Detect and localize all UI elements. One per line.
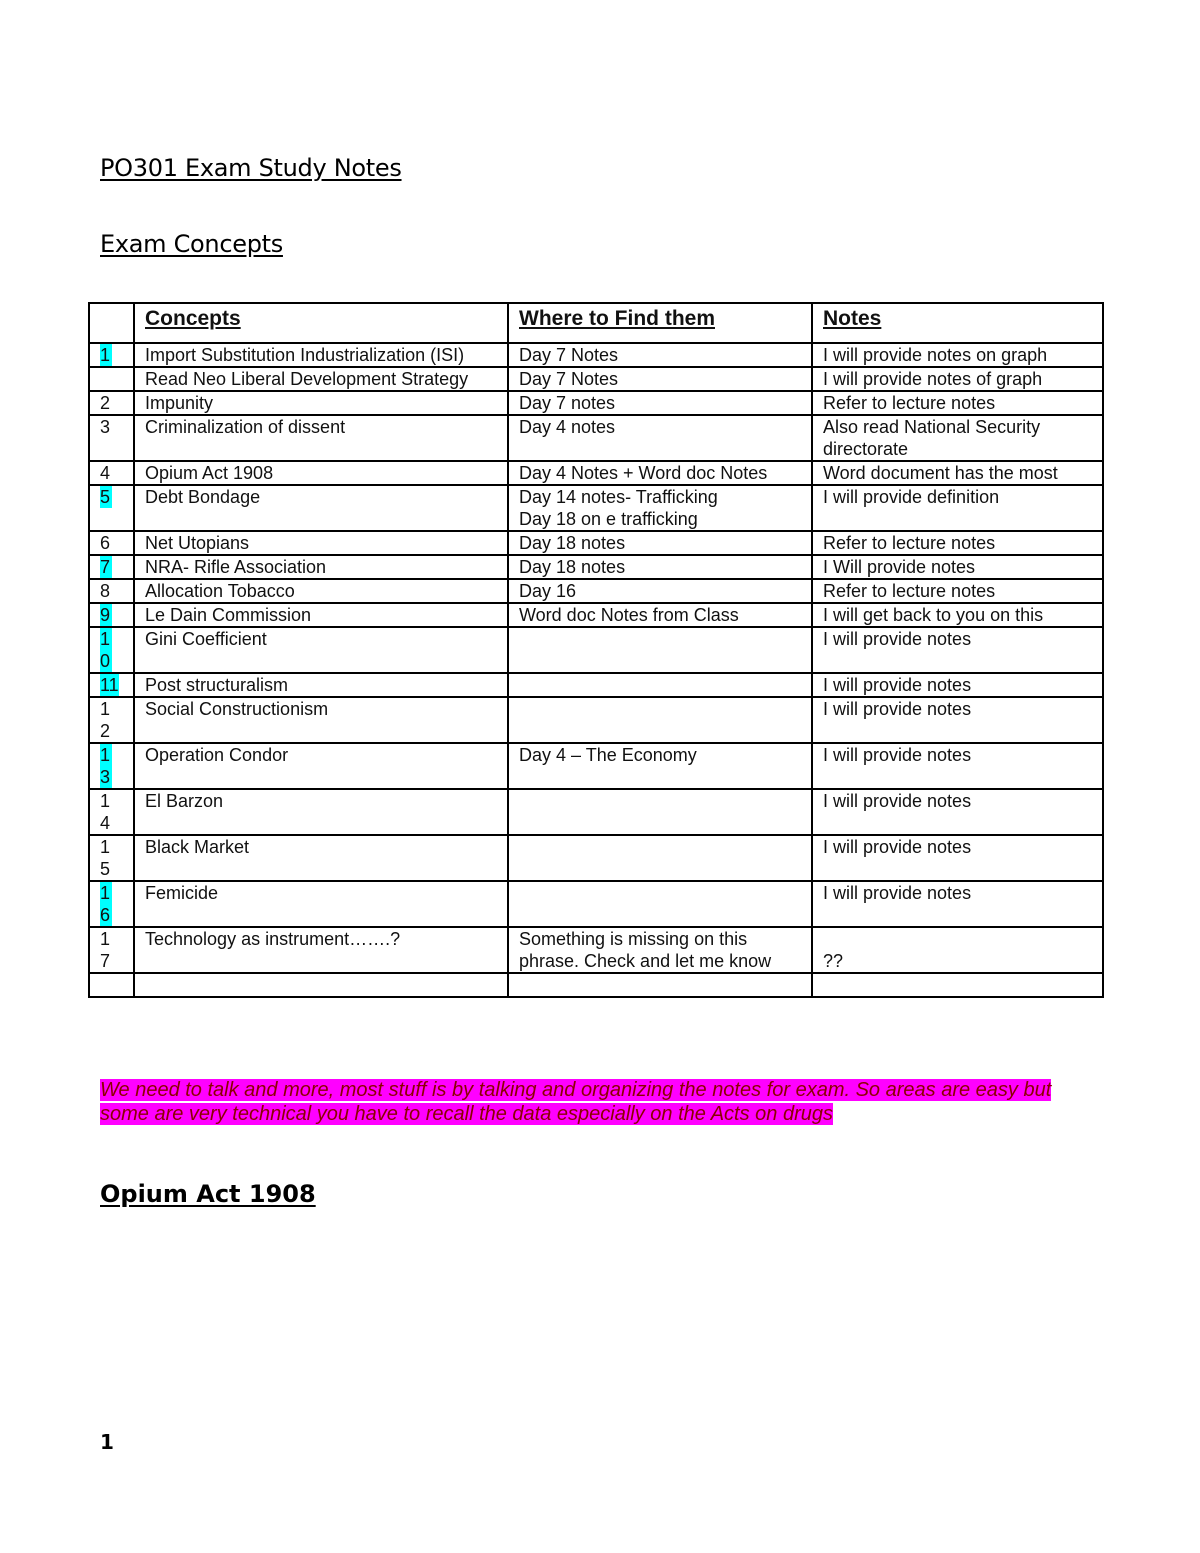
notes-cell: Refer to lecture notes bbox=[812, 391, 1103, 415]
table-row bbox=[89, 603, 1103, 627]
table-row bbox=[89, 485, 1103, 531]
row-number-text: 10 bbox=[100, 629, 111, 671]
row-number-text: 8 bbox=[100, 581, 111, 601]
concept-cell: Allocation Tobacco bbox=[134, 579, 508, 603]
row-number-text: 4 bbox=[100, 463, 111, 483]
table-row bbox=[89, 881, 1103, 927]
opium-act-heading: Opium Act 1908 bbox=[100, 1180, 316, 1208]
row-number bbox=[89, 927, 134, 973]
row-number-text: 5 bbox=[100, 487, 111, 507]
table-row bbox=[89, 579, 1103, 603]
row-number bbox=[89, 743, 134, 789]
row-number bbox=[89, 391, 134, 415]
row-number bbox=[89, 555, 134, 579]
notes-cell: I will provide notes bbox=[812, 697, 1103, 743]
table-row bbox=[89, 627, 1103, 673]
concept-cell: Black Market bbox=[134, 835, 508, 881]
row-number bbox=[89, 697, 134, 743]
where-cell: Day 4 Notes + Word doc Notes bbox=[508, 461, 812, 485]
header-concepts: Concepts bbox=[134, 303, 508, 343]
header-where: Where to Find them bbox=[508, 303, 812, 343]
row-number-text: 6 bbox=[100, 533, 111, 553]
where-cell: Day 18 notes bbox=[508, 555, 812, 579]
where-cell: Day 7 notes bbox=[508, 391, 812, 415]
table-row bbox=[89, 391, 1103, 415]
header-notes: Notes bbox=[812, 303, 1103, 343]
row-number bbox=[89, 881, 134, 927]
notes-cell: Also read National Security directorate bbox=[812, 415, 1103, 461]
row-number bbox=[89, 627, 134, 673]
where-cell: Something is missing on this phrase. Check and let me know bbox=[508, 927, 812, 973]
where-cell bbox=[508, 789, 812, 835]
where-cell: Day 16 bbox=[508, 579, 812, 603]
notes-cell: I Will provide notes bbox=[812, 555, 1103, 579]
row-number bbox=[89, 673, 134, 697]
document-title: PO301 Exam Study Notes bbox=[100, 154, 402, 182]
notes-cell: I will provide notes bbox=[812, 743, 1103, 789]
table-row bbox=[89, 927, 1103, 973]
table-row bbox=[89, 415, 1103, 461]
highlight-note-text: We need to talk and more, most stuff is by talking and organizing the notes for exam. So areas are easy but some are very technical you have to recall the data especially on the Acts on drugs bbox=[100, 1079, 1052, 1125]
row-number-text: 1 bbox=[100, 345, 111, 365]
where-cell: Day 7 Notes bbox=[508, 367, 812, 391]
where-cell bbox=[508, 881, 812, 927]
concept-cell: Gini Coefficient bbox=[134, 627, 508, 673]
notes-cell: Refer to lecture notes bbox=[812, 531, 1103, 555]
row-number bbox=[89, 461, 134, 485]
concept-cell: Post structuralism bbox=[134, 673, 508, 697]
row-number bbox=[89, 485, 134, 531]
notes-cell: I will provide definition bbox=[812, 485, 1103, 531]
concept-cell: El Barzon bbox=[134, 789, 508, 835]
table-row bbox=[89, 367, 1103, 391]
concept-cell: Social Constructionism bbox=[134, 697, 508, 743]
concept-cell bbox=[134, 973, 508, 997]
concept-cell: Read Neo Liberal Development Strategy bbox=[134, 367, 508, 391]
table-row bbox=[89, 743, 1103, 789]
row-number-text: 12 bbox=[100, 699, 111, 741]
where-cell: Day 4 – The Economy bbox=[508, 743, 812, 789]
table-row bbox=[89, 555, 1103, 579]
where-cell: Day 7 Notes bbox=[508, 343, 812, 367]
row-number-text: 3 bbox=[100, 417, 111, 437]
concept-cell: Criminalization of dissent bbox=[134, 415, 508, 461]
where-cell bbox=[508, 673, 812, 697]
row-number-text: 11 bbox=[100, 675, 119, 695]
table-header-row bbox=[89, 303, 1103, 343]
concepts-table bbox=[88, 302, 1104, 998]
page-number: 1 bbox=[100, 1430, 114, 1454]
table-row bbox=[89, 343, 1103, 367]
row-number-text: 17 bbox=[100, 929, 111, 971]
table-row bbox=[89, 673, 1103, 697]
row-number bbox=[89, 531, 134, 555]
table-body bbox=[89, 343, 1103, 997]
row-number-text: 15 bbox=[100, 837, 111, 879]
exam-concepts-heading: Exam Concepts bbox=[100, 230, 283, 258]
concept-cell: Opium Act 1908 bbox=[134, 461, 508, 485]
highlight-note bbox=[100, 1078, 1100, 1126]
notes-cell: ?? bbox=[812, 927, 1103, 973]
where-cell: Day 18 notes bbox=[508, 531, 812, 555]
concept-cell: Operation Condor bbox=[134, 743, 508, 789]
header-number bbox=[89, 303, 134, 343]
row-number-text: 14 bbox=[100, 791, 111, 833]
row-number bbox=[89, 973, 134, 997]
row-number-text: 13 bbox=[100, 745, 111, 787]
where-cell: Day 14 notes- Trafficking Day 18 on e trafficking bbox=[508, 485, 812, 531]
table-row bbox=[89, 973, 1103, 997]
notes-cell: Refer to lecture notes bbox=[812, 579, 1103, 603]
where-cell: Day 4 notes bbox=[508, 415, 812, 461]
row-number bbox=[89, 789, 134, 835]
row-number bbox=[89, 579, 134, 603]
table-row bbox=[89, 461, 1103, 485]
concept-cell: Le Dain Commission bbox=[134, 603, 508, 627]
notes-cell bbox=[812, 973, 1103, 997]
concept-cell: Net Utopians bbox=[134, 531, 508, 555]
notes-cell: I will provide notes on graph bbox=[812, 343, 1103, 367]
table-row bbox=[89, 697, 1103, 743]
notes-cell: I will provide notes bbox=[812, 881, 1103, 927]
row-number bbox=[89, 603, 134, 627]
table-row bbox=[89, 789, 1103, 835]
where-cell bbox=[508, 627, 812, 673]
notes-cell: I will provide notes bbox=[812, 835, 1103, 881]
where-cell bbox=[508, 697, 812, 743]
row-number-text: 2 bbox=[100, 393, 111, 413]
where-cell bbox=[508, 835, 812, 881]
row-number bbox=[89, 343, 134, 367]
concept-cell: NRA- Rifle Association bbox=[134, 555, 508, 579]
notes-cell: I will provide notes bbox=[812, 673, 1103, 697]
row-number bbox=[89, 415, 134, 461]
concept-cell: Import Substitution Industrialization (ISI) bbox=[134, 343, 508, 367]
notes-cell: I will provide notes of graph bbox=[812, 367, 1103, 391]
concept-cell: Impunity bbox=[134, 391, 508, 415]
notes-cell: I will get back to you on this bbox=[812, 603, 1103, 627]
row-number bbox=[89, 367, 134, 391]
concept-cell: Technology as instrument…….? bbox=[134, 927, 508, 973]
notes-cell: I will provide notes bbox=[812, 627, 1103, 673]
where-cell bbox=[508, 973, 812, 997]
row-number bbox=[89, 835, 134, 881]
row-number-text: 7 bbox=[100, 557, 111, 577]
concept-cell: Femicide bbox=[134, 881, 508, 927]
row-number-text: 16 bbox=[100, 883, 111, 925]
notes-cell: Word document has the most bbox=[812, 461, 1103, 485]
table-row bbox=[89, 835, 1103, 881]
where-cell: Word doc Notes from Class bbox=[508, 603, 812, 627]
table-row bbox=[89, 531, 1103, 555]
row-number-text: 9 bbox=[100, 605, 111, 625]
notes-cell: I will provide notes bbox=[812, 789, 1103, 835]
concept-cell: Debt Bondage bbox=[134, 485, 508, 531]
